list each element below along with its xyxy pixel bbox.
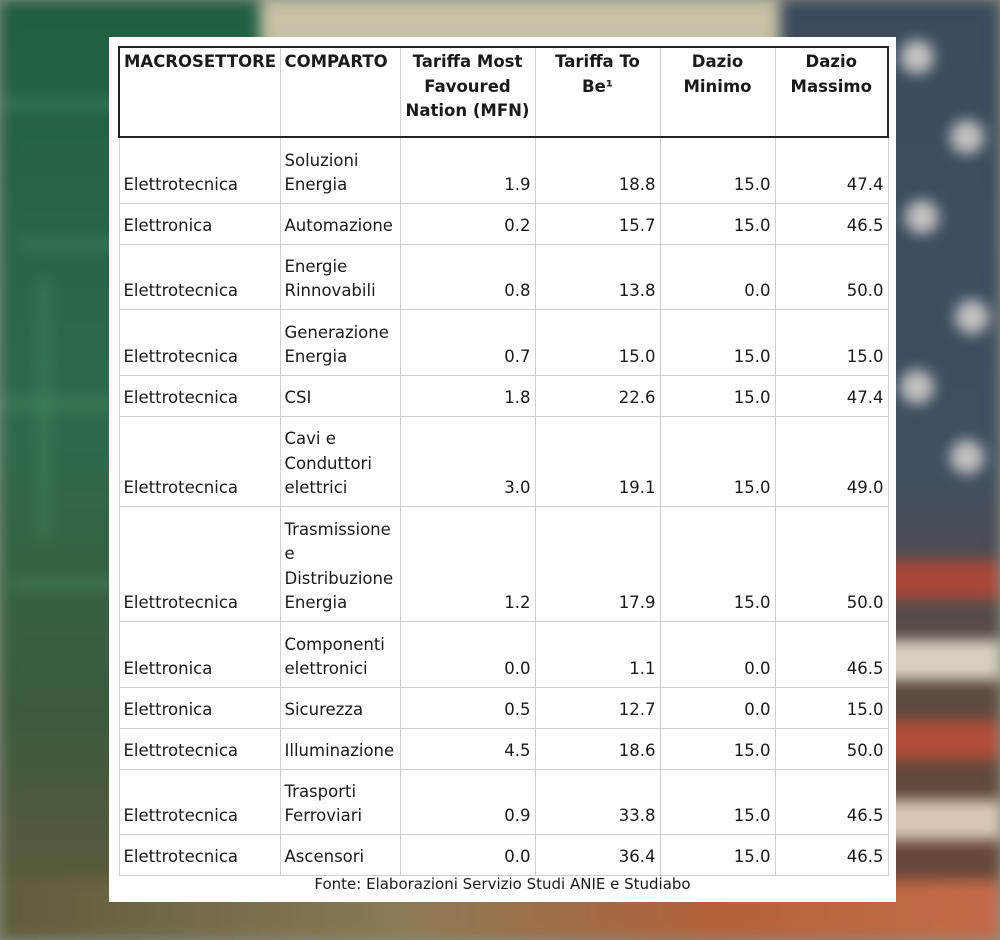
table-row — [119, 769, 888, 834]
cell-macrosettore: Elettronica — [119, 203, 280, 244]
cell-macrosettore: Elettrotecnica — [119, 244, 280, 309]
cell-tariffa-mfn: 0.0 — [400, 834, 535, 875]
table-row — [119, 137, 888, 203]
tariff-table — [118, 46, 889, 876]
cell-dazio-massimo: 50.0 — [775, 506, 888, 621]
cell-comparto: Illuminazione — [280, 728, 400, 769]
cell-tariffa-to-be: 33.8 — [535, 769, 660, 834]
cell-dazio-massimo: 15.0 — [775, 309, 888, 375]
cell-tariffa-to-be: 22.6 — [535, 375, 660, 416]
cell-tariffa-mfn: 4.5 — [400, 728, 535, 769]
table-row — [119, 416, 888, 506]
cell-tariffa-mfn: 0.5 — [400, 687, 535, 728]
table-row — [119, 244, 888, 309]
cell-dazio-minimo: 15.0 — [660, 834, 775, 875]
cell-comparto: Soluzioni Energia — [280, 137, 400, 203]
header-comparto: COMPARTO — [280, 47, 400, 137]
cell-dazio-minimo: 0.0 — [660, 621, 775, 687]
header-dazio-massimo: Dazio Massimo — [775, 47, 888, 137]
cell-dazio-minimo: 0.0 — [660, 244, 775, 309]
cell-macrosettore: Elettrotecnica — [119, 309, 280, 375]
cell-tariffa-mfn: 0.2 — [400, 203, 535, 244]
cell-macrosettore: Elettrotecnica — [119, 769, 280, 834]
table-row — [119, 309, 888, 375]
cell-tariffa-mfn: 0.8 — [400, 244, 535, 309]
cell-dazio-minimo: 15.0 — [660, 769, 775, 834]
cell-tariffa-to-be: 12.7 — [535, 687, 660, 728]
cell-dazio-minimo: 15.0 — [660, 375, 775, 416]
cell-tariffa-to-be: 36.4 — [535, 834, 660, 875]
cell-dazio-minimo: 15.0 — [660, 728, 775, 769]
cell-macrosettore: Elettrotecnica — [119, 375, 280, 416]
table-row — [119, 728, 888, 769]
cell-tariffa-to-be: 19.1 — [535, 416, 660, 506]
cell-macrosettore: Elettrotecnica — [119, 137, 280, 203]
cell-comparto: CSI — [280, 375, 400, 416]
cell-tariffa-mfn: 1.8 — [400, 375, 535, 416]
cell-dazio-minimo: 0.0 — [660, 687, 775, 728]
table-row — [119, 375, 888, 416]
cell-tariffa-to-be: 1.1 — [535, 621, 660, 687]
header-tariffa-to-be: Tariffa To Be¹ — [535, 47, 660, 137]
cell-tariffa-to-be: 18.8 — [535, 137, 660, 203]
cell-macrosettore: Elettrotecnica — [119, 506, 280, 621]
cell-dazio-massimo: 46.5 — [775, 769, 888, 834]
table-row — [119, 687, 888, 728]
cell-macrosettore: Elettronica — [119, 687, 280, 728]
table-row — [119, 834, 888, 875]
cell-comparto: Automazione — [280, 203, 400, 244]
cell-tariffa-mfn: 0.7 — [400, 309, 535, 375]
cell-tariffa-to-be: 13.8 — [535, 244, 660, 309]
table-row — [119, 506, 888, 621]
cell-dazio-minimo: 15.0 — [660, 309, 775, 375]
cell-comparto: Trasmissione e Distribuzione Energia — [280, 506, 400, 621]
cell-dazio-massimo: 47.4 — [775, 137, 888, 203]
cell-dazio-massimo: 15.0 — [775, 687, 888, 728]
cell-tariffa-mfn: 0.9 — [400, 769, 535, 834]
cell-dazio-massimo: 46.5 — [775, 621, 888, 687]
header-dazio-minimo: Dazio Minimo — [660, 47, 775, 137]
cell-tariffa-to-be: 18.6 — [535, 728, 660, 769]
cell-tariffa-mfn: 1.2 — [400, 506, 535, 621]
table-panel — [109, 37, 896, 902]
cell-dazio-minimo: 15.0 — [660, 137, 775, 203]
cell-macrosettore: Elettrotecnica — [119, 416, 280, 506]
cell-tariffa-to-be: 15.0 — [535, 309, 660, 375]
cell-dazio-massimo: 46.5 — [775, 834, 888, 875]
cell-tariffa-to-be: 17.9 — [535, 506, 660, 621]
cell-macrosettore: Elettrotecnica — [119, 834, 280, 875]
table-header-row — [119, 47, 888, 137]
cell-dazio-minimo: 15.0 — [660, 203, 775, 244]
cell-comparto: Trasporti Ferroviari — [280, 769, 400, 834]
source-note: Fonte: Elaborazioni Servizio Studi ANIE e Studiabo — [314, 875, 691, 893]
cell-dazio-massimo: 50.0 — [775, 728, 888, 769]
cell-dazio-massimo: 46.5 — [775, 203, 888, 244]
table-row — [119, 203, 888, 244]
table-row — [119, 621, 888, 687]
cell-tariffa-mfn: 0.0 — [400, 621, 535, 687]
cell-comparto: Generazione Energia — [280, 309, 400, 375]
cell-comparto: Energie Rinnovabili — [280, 244, 400, 309]
header-tariffa-mfn: Tariffa Most Favoured Nation (MFN) — [400, 47, 535, 137]
cell-comparto: Cavi e Conduttori elettrici — [280, 416, 400, 506]
cell-tariffa-mfn: 3.0 — [400, 416, 535, 506]
cell-comparto: Componenti elettronici — [280, 621, 400, 687]
cell-macrosettore: Elettronica — [119, 621, 280, 687]
cell-dazio-minimo: 15.0 — [660, 416, 775, 506]
cell-dazio-massimo: 49.0 — [775, 416, 888, 506]
cell-tariffa-to-be: 15.7 — [535, 203, 660, 244]
cell-comparto: Ascensori — [280, 834, 400, 875]
header-macrosettore: MACROSETTORE — [119, 47, 280, 137]
cell-tariffa-mfn: 1.9 — [400, 137, 535, 203]
cell-dazio-massimo: 47.4 — [775, 375, 888, 416]
cell-comparto: Sicurezza — [280, 687, 400, 728]
cell-dazio-massimo: 50.0 — [775, 244, 888, 309]
cell-dazio-minimo: 15.0 — [660, 506, 775, 621]
cell-macrosettore: Elettrotecnica — [119, 728, 280, 769]
